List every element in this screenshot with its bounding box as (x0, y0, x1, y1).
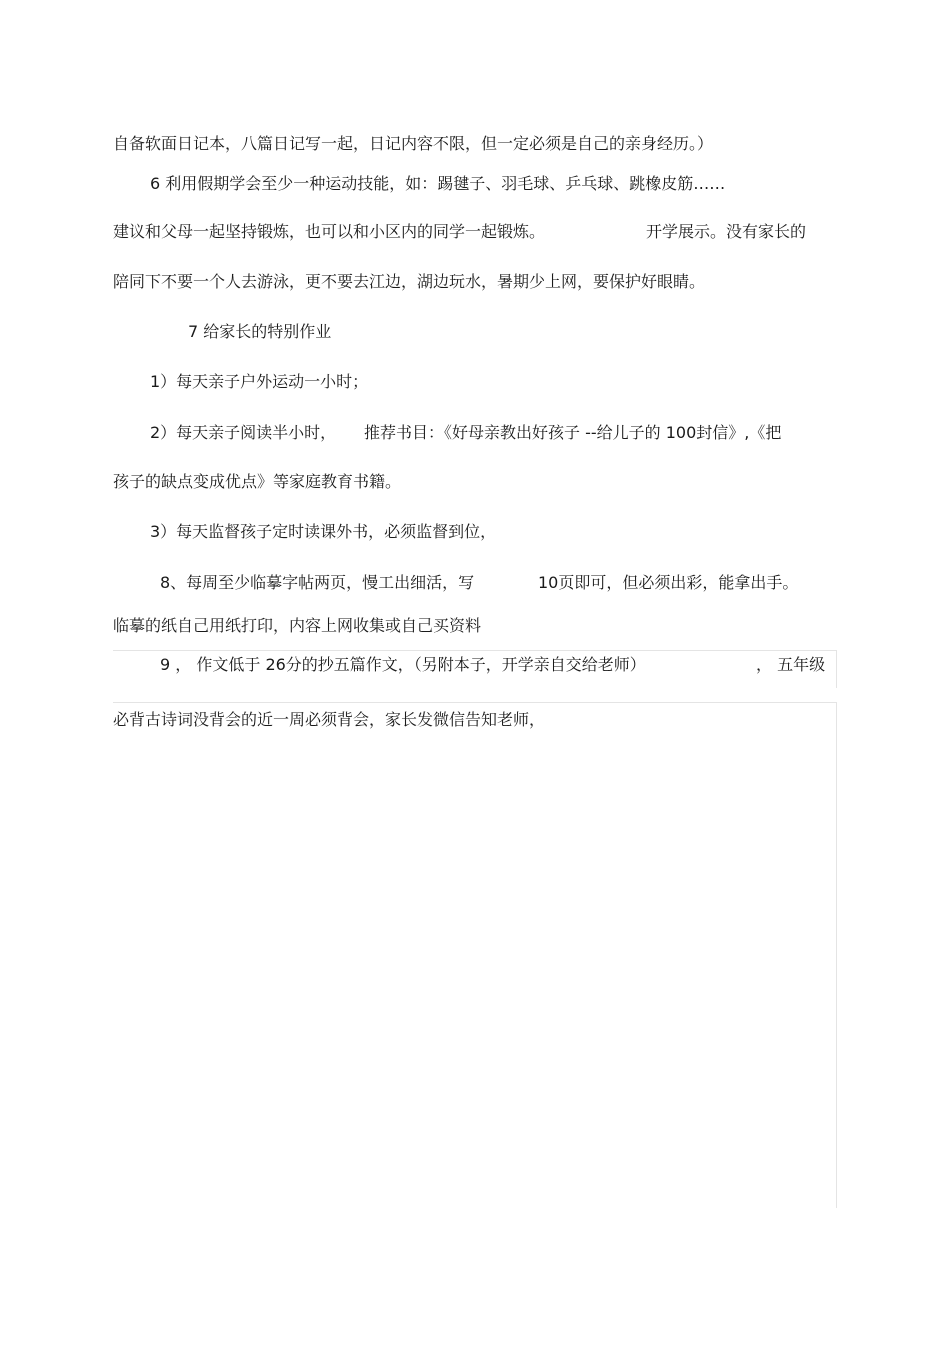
text-line-item-6: 6 利用假期学会至少一种运动技能，如：踢毽子、羽毛球、乒乓球、跳橡皮筋…… (150, 174, 726, 193)
text-line-item-8-cont: 10页即可，但必须出彩，能拿出手。 (538, 573, 799, 592)
text-line-item-9-grade: ， 五年级 (756, 655, 826, 674)
text-line-item-8: 8、每周至少临摹字帖两页，慢工出细活，写 (160, 573, 475, 592)
table-border-right-lower (836, 702, 837, 1208)
text-line-exercise: 建议和父母一起坚持锻炼，也可以和小区内的同学一起锻炼。 (113, 222, 546, 241)
text-line-item-7: 7 给家长的特别作业 (188, 322, 332, 341)
table-border-middle (113, 702, 837, 703)
text-line-exercise-cont: 开学展示。没有家长的 (646, 222, 807, 241)
text-line-item-9: 9 ， 作文低于 26分的抄五篇作文，（另附本子，开学亲自交给老师） (160, 655, 646, 674)
text-line-subitem-3: 3）每天监督孩子定时读课外书，必须监督到位， (150, 522, 497, 541)
table-border-right-upper (836, 650, 837, 688)
text-line-subitem-1: 1）每天亲子户外运动一小时； (150, 372, 369, 391)
text-line-diary: 自备软面日记本，八篇日记写一起，日记内容不限，但一定必须是自己的亲身经历。） (113, 134, 714, 153)
text-line-item-8-paper: 临摹的纸自己用纸打印，内容上网收集或自己买资料 (113, 616, 482, 635)
text-line-poems: 必背古诗词没背会的近一周必须背会，家长发微信告知老师， (113, 710, 546, 729)
text-line-subitem-2: 2）每天亲子阅读半小时， (150, 423, 337, 442)
text-line-subitem-2-cont: 孩子的缺点变成优点》等家庭教育书籍。 (113, 472, 402, 491)
text-line-safety: 陪同下不要一个人去游泳，更不要去江边，湖边玩水，暑期少上网，要保护好眼睛。 (113, 272, 706, 291)
table-border-top (113, 650, 837, 651)
text-line-subitem-2-books: 推荐书目：《好母亲教出好孩子 --给儿子的 100封信》,《把 (364, 423, 782, 442)
